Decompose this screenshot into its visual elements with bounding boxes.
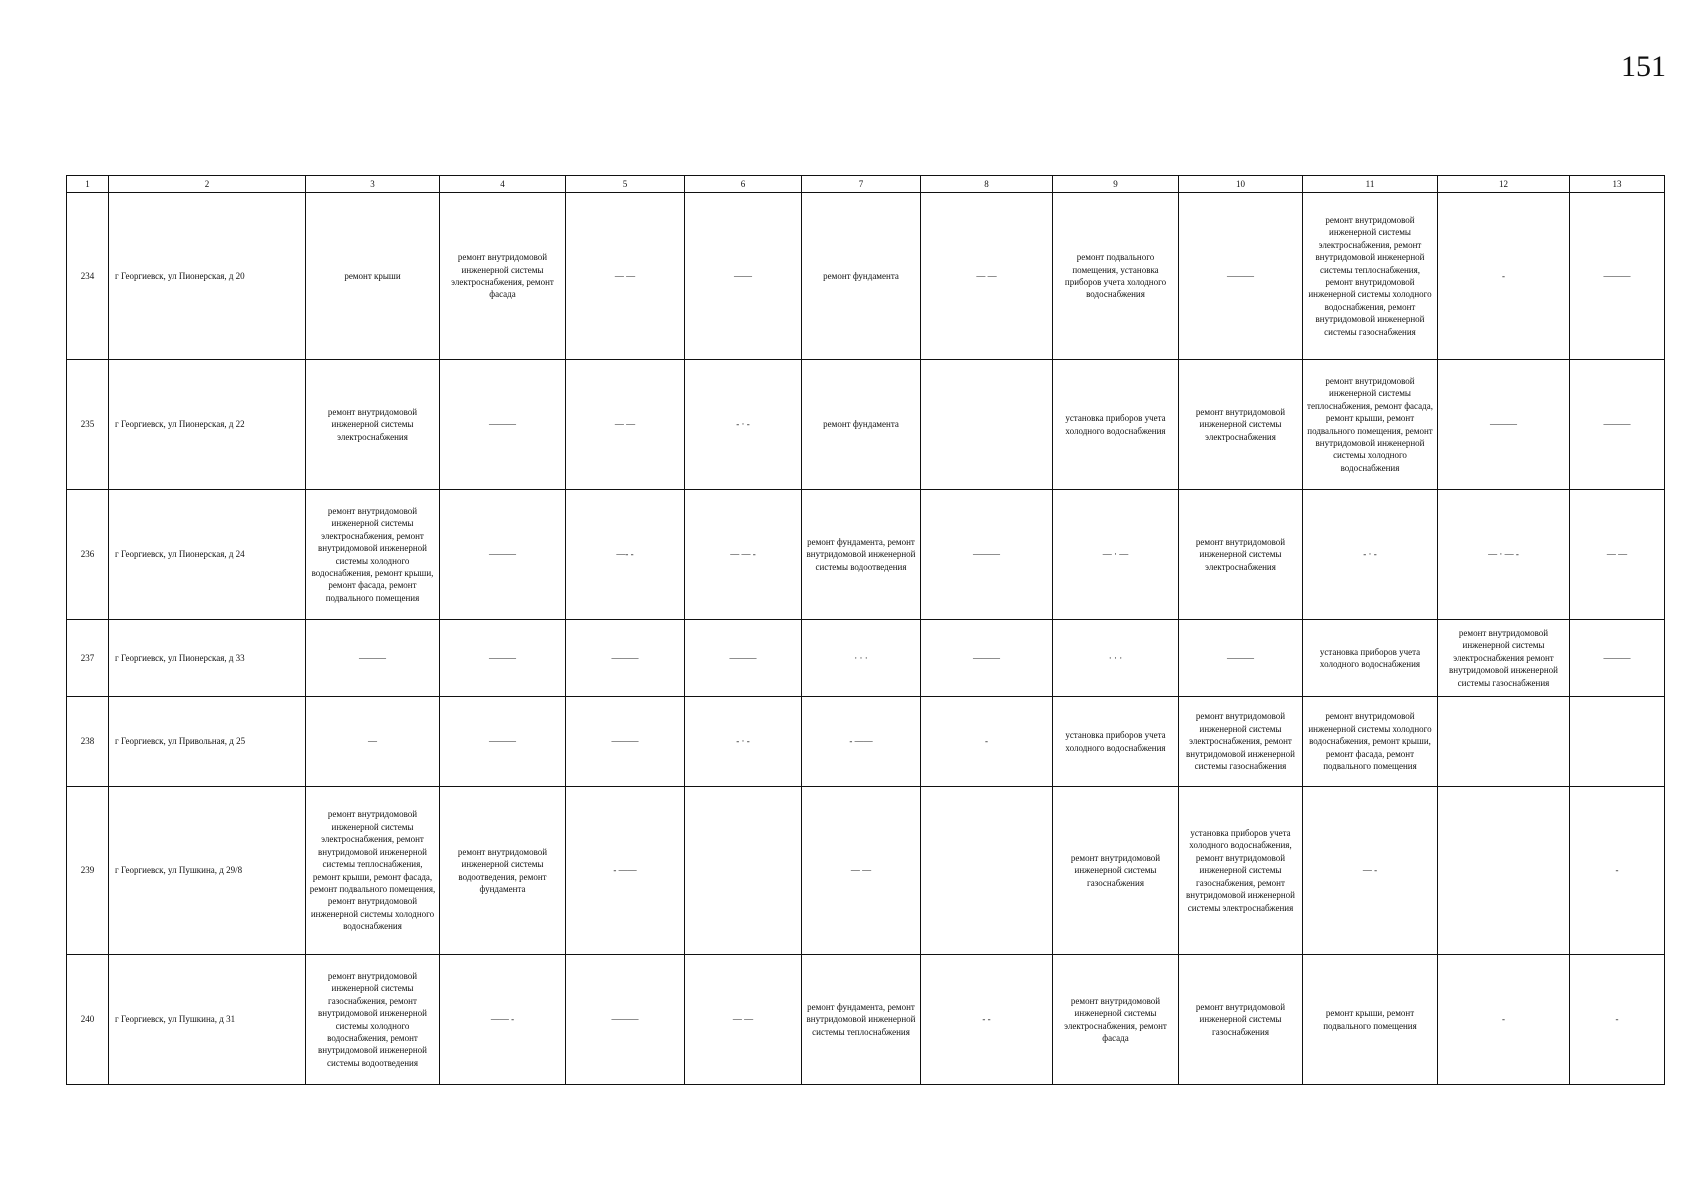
- column-number: 13: [1570, 176, 1665, 193]
- work-cell: ремонт внутридомовой инженерной системы электроснабжения, ремонт внутридомовой инженерной системы газоснабжения: [1179, 697, 1303, 787]
- column-number: 1: [67, 176, 109, 193]
- page-number: 151: [1621, 50, 1666, 83]
- address-cell: г Георгиевск, ул Пионерская, д 22: [109, 360, 306, 490]
- work-cell: ремонт внутридомовой инженерной системы теплоснабжения, ремонт фасада, ремонт крыши, ремонт подвального помещения, ремонт внутридомовой инженерной системы холодного водоснабжения: [1303, 360, 1438, 490]
- column-number: 9: [1053, 176, 1179, 193]
- work-cell: ———: [685, 620, 802, 697]
- column-number: 8: [921, 176, 1053, 193]
- address-cell: г Георгиевск, ул Пионерская, д 24: [109, 490, 306, 620]
- table-row: [67, 787, 1665, 955]
- table-row: [67, 697, 1665, 787]
- work-cell: -: [921, 697, 1053, 787]
- work-cell: ремонт внутридомовой инженерной системы электроснабжения, ремонт фасада: [440, 193, 566, 360]
- work-cell: [685, 787, 802, 955]
- work-cell: [921, 787, 1053, 955]
- work-cell: ———: [566, 620, 685, 697]
- column-number: 3: [306, 176, 440, 193]
- work-cell: —- -: [566, 490, 685, 620]
- work-cell: -: [1570, 955, 1665, 1085]
- column-number-row: [67, 176, 1665, 193]
- work-cell: ———: [1438, 360, 1570, 490]
- work-cell: - · -: [685, 697, 802, 787]
- work-cell: — —: [802, 787, 921, 955]
- work-cell: ———: [1179, 193, 1303, 360]
- work-cell: — —: [1570, 490, 1665, 620]
- work-cell: установка приборов учета холодного водоснабжения: [1053, 360, 1179, 490]
- work-cell: ———: [440, 697, 566, 787]
- work-cell: ———: [921, 620, 1053, 697]
- work-cell: ———: [1570, 193, 1665, 360]
- work-cell: - ——: [802, 697, 921, 787]
- work-cell: — — -: [685, 490, 802, 620]
- work-cell: — · —: [1053, 490, 1179, 620]
- work-cell: ———: [440, 490, 566, 620]
- work-cell: ———: [306, 620, 440, 697]
- work-cell: [1570, 697, 1665, 787]
- work-cell: ремонт внутридомовой инженерной системы водоотведения, ремонт фундамента: [440, 787, 566, 955]
- work-cell: - -: [921, 955, 1053, 1085]
- work-cell: [921, 360, 1053, 490]
- row-number: 237: [67, 620, 109, 697]
- work-cell: ремонт внутридомовой инженерной системы электроснабжения, ремонт внутридомовой инженерной системы холодного водоснабжения, ремонт крыши, ремонт фасада, ремонт подвального помещения: [306, 490, 440, 620]
- row-number: 239: [67, 787, 109, 955]
- repair-schedule-table: [66, 175, 1665, 1085]
- column-number: 6: [685, 176, 802, 193]
- row-number: 240: [67, 955, 109, 1085]
- work-cell: ремонт внутридомовой инженерной системы электроснабжения, ремонт внутридомовой инженерной системы теплоснабжения, ремонт внутридомовой инженерной системы холодного водоснабжения, ремонт внутридомовой инженерной системы газоснабжения: [1303, 193, 1438, 360]
- work-cell: —— -: [440, 955, 566, 1085]
- work-cell: ремонт внутридомовой инженерной системы электроснабжения: [1179, 360, 1303, 490]
- column-number: 5: [566, 176, 685, 193]
- work-cell: ремонт крыши: [306, 193, 440, 360]
- work-cell: ремонт внутридомовой инженерной системы электроснабжения: [1179, 490, 1303, 620]
- work-cell: ремонт внутридомовой инженерной системы газоснабжения: [1179, 955, 1303, 1085]
- address-cell: г Георгиевск, ул Пионерская, д 20: [109, 193, 306, 360]
- table-row: [67, 955, 1665, 1085]
- row-number: 236: [67, 490, 109, 620]
- work-cell: ——: [685, 193, 802, 360]
- work-cell: — —: [566, 360, 685, 490]
- work-cell: ремонт фундамента: [802, 360, 921, 490]
- table-row: [67, 490, 1665, 620]
- work-cell: ремонт внутридомовой инженерной системы электроснабжения, ремонт фасада: [1053, 955, 1179, 1085]
- row-number: 238: [67, 697, 109, 787]
- column-number: 2: [109, 176, 306, 193]
- column-number: 7: [802, 176, 921, 193]
- address-cell: г Георгиевск, ул Пионерская, д 33: [109, 620, 306, 697]
- work-cell: — -: [1303, 787, 1438, 955]
- work-cell: [1438, 697, 1570, 787]
- work-cell: ремонт подвального помещения, установка приборов учета холодного водоснабжения: [1053, 193, 1179, 360]
- work-cell: —: [306, 697, 440, 787]
- work-cell: ремонт внутридомовой инженерной системы холодного водоснабжения, ремонт крыши, ремонт фасада, ремонт подвального помещения: [1303, 697, 1438, 787]
- work-cell: ремонт внутридомовой инженерной системы электроснабжения: [306, 360, 440, 490]
- work-cell: ремонт фундамента: [802, 193, 921, 360]
- address-cell: г Георгиевск, ул Привольная, д 25: [109, 697, 306, 787]
- work-cell: ———: [1570, 620, 1665, 697]
- address-cell: г Георгиевск, ул Пушкина, д 29/8: [109, 787, 306, 955]
- work-cell: установка приборов учета холодного водоснабжения: [1303, 620, 1438, 697]
- row-number: 235: [67, 360, 109, 490]
- work-cell: - · -: [1303, 490, 1438, 620]
- table-row: [67, 360, 1665, 490]
- work-cell: ———: [1179, 620, 1303, 697]
- work-cell: · · ·: [1053, 620, 1179, 697]
- work-cell: — —: [566, 193, 685, 360]
- work-cell: — · — -: [1438, 490, 1570, 620]
- work-cell: ремонт внутридомовой инженерной системы газоснабжения: [1053, 787, 1179, 955]
- work-cell: ———: [440, 360, 566, 490]
- table-row: [67, 193, 1665, 360]
- work-cell: установка приборов учета холодного водоснабжения, ремонт внутридомовой инженерной системы газоснабжения, ремонт внутридомовой инженерной системы электроснабжения: [1179, 787, 1303, 955]
- row-number: 234: [67, 193, 109, 360]
- address-cell: г Георгиевск, ул Пушкина, д 31: [109, 955, 306, 1085]
- work-cell: ———: [566, 697, 685, 787]
- column-number: 4: [440, 176, 566, 193]
- work-cell: -: [1438, 193, 1570, 360]
- work-cell: -: [1570, 787, 1665, 955]
- work-cell: ———: [1570, 360, 1665, 490]
- work-cell: [1438, 787, 1570, 955]
- work-cell: — —: [921, 193, 1053, 360]
- column-number: 10: [1179, 176, 1303, 193]
- work-cell: установка приборов учета холодного водоснабжения: [1053, 697, 1179, 787]
- work-cell: ремонт внутридомовой инженерной системы газоснабжения, ремонт внутридомовой инженерной системы холодного водоснабжения, ремонт внутридомовой инженерной системы водоотведения: [306, 955, 440, 1085]
- work-cell: ———: [566, 955, 685, 1085]
- work-cell: ремонт крыши, ремонт подвального помещения: [1303, 955, 1438, 1085]
- work-cell: ремонт фундамента, ремонт внутридомовой инженерной системы водоотведения: [802, 490, 921, 620]
- work-cell: ———: [921, 490, 1053, 620]
- work-cell: ———: [440, 620, 566, 697]
- table-row: [67, 620, 1665, 697]
- work-cell: ремонт внутридомовой инженерной системы электроснабжения ремонт внутридомовой инженерной системы газоснабжения: [1438, 620, 1570, 697]
- work-cell: ремонт внутридомовой инженерной системы электроснабжения, ремонт внутридомовой инженерной системы теплоснабжения, ремонт крыши, ремонт фасада, ремонт подвального помещения, ремонт внутридомовой инженерной системы холодного водоснабжения: [306, 787, 440, 955]
- work-cell: - ——: [566, 787, 685, 955]
- column-number: 12: [1438, 176, 1570, 193]
- column-number: 11: [1303, 176, 1438, 193]
- work-cell: ремонт фундамента, ремонт внутридомовой инженерной системы теплоснабжения: [802, 955, 921, 1085]
- work-cell: · · ·: [802, 620, 921, 697]
- work-cell: — —: [685, 955, 802, 1085]
- work-cell: - · -: [685, 360, 802, 490]
- work-cell: -: [1438, 955, 1570, 1085]
